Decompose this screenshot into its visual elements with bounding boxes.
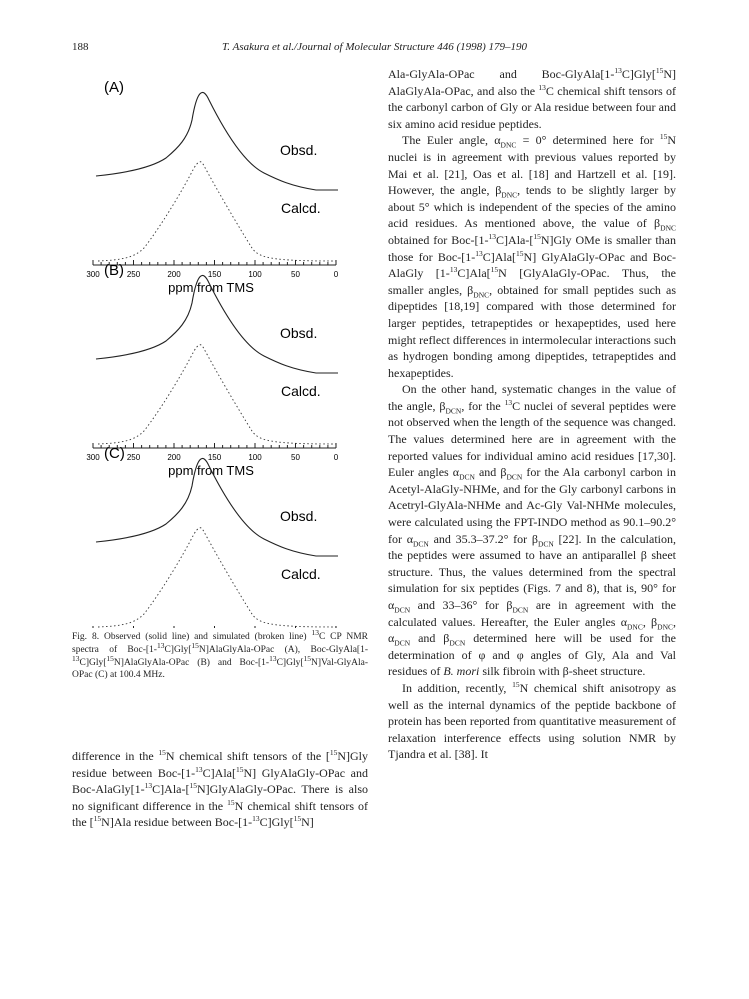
- panel-letter: (C): [104, 445, 125, 462]
- figure-caption: Fig. 8. Observed (solid line) and simulated (broken line) $^{13}$C CP NMR spectra of Boc-[1-$^{13}$C]Gly[$^{15}$N]AlaGlyAla-OPac (A), Boc-GlyAla[1-$^{13}$C]Gly[$^{15}$N]AlaGlyAla-OPac (B) and Boc-[1-$^{13}$C]Gly[$^{15}$N]Val-GlyAla-OPac (C) at 100.4 MHz.: [72, 627, 369, 681]
- panel-letter: (B): [104, 262, 124, 279]
- calcd-label: Calcd.: [281, 383, 321, 399]
- figure-8: [66, 68, 366, 628]
- right-column-text: [388, 66, 676, 763]
- axis-label: ppm from TMS: [168, 280, 254, 295]
- tick-label: 250: [126, 453, 141, 462]
- tick-label: 100: [248, 270, 262, 279]
- nmr-spectra-figure: [66, 68, 366, 628]
- running-head: T. Asakura et al./Journal of Molecular Structure 446 (1998) 179–190: [222, 41, 528, 53]
- page-number: 188: [72, 41, 89, 53]
- paragraph: Ala-GlyAla-OPac and Boc-GlyAla[1-$^{13}$C]Gly[$^{15}$N] AlaGlyAla-OPac, and also the $^{13}$C chemical shift tensors of the carbonyl carbon of Gly or Ala residue between four and six amino acid residue peptides.: [388, 66, 676, 131]
- ppm-axis: [86, 626, 338, 628]
- tick-label: 200: [167, 270, 181, 279]
- tick-label: 250: [126, 270, 141, 279]
- tick-label: 0: [333, 270, 339, 279]
- obsd-label: Obsd.: [280, 325, 318, 341]
- panel-c: [86, 445, 338, 628]
- tick-label: 200: [167, 453, 181, 462]
- tick-label: 50: [291, 453, 300, 462]
- panel-letter: (A): [104, 79, 124, 96]
- tick-label: 150: [207, 453, 222, 462]
- paragraph: In addition, recently, $^{15}$N chemical shift anisotropy as well as the internal dynamics of the peptide backbone of protein has been reported from quantitative measurement of relaxation interference effects using solution NMR by Tjandra et al. [38]. It: [388, 679, 677, 762]
- axis-label: ppm from TMS: [168, 463, 254, 478]
- paragraph: On the other hand, systematic changes in the value of the angle, $\beta_{DCN}$, for the $^{13}$C nuclei of several peptides were not observed when the length of the sequence was changed. The values determined here are in agreement with the reported values for individual amino acid residues [17,30]. Euler angles $\alpha_{DCN}$ and $\beta_{DCN}$ for the Ala carbonyl carbon in Acetyl-AlaGly-NHMe, and for the Gly carbonyl carbons in Acetryl-GlyAla-NHMe and Ac-Gly Val-NHMe molecules, were calculated using the FPT-INDO method as 90.1–90.2° for $\alpha_{DCN}$ and 35.3–37.2° for $\beta_{DCN}$ [22]. In the calculation, the peptides were assumed to have an antiparallel β sheet structure. Thus, the values determined from the spectral simulation for six peptides (Figs. 7 and 8), that is, 90° for $\alpha_{DCN}$ and 33–36° for $\beta_{DCN}$ are in agreement with the calculated values. Hereafter, the Euler angles $\alpha_{DNC}$, $\beta_{DNC}$, $\alpha_{DCN}$ and $\beta_{DCN}$ determined here will be used for the determination of φ and φ angles of Gly, Ala and Val residues of B. mori silk fibroin with β-sheet structure.: [388, 382, 677, 679]
- obsd-label: Obsd.: [280, 142, 318, 158]
- page-header: [72, 41, 672, 57]
- tick-label: 150: [207, 270, 222, 279]
- calcd-label: Calcd.: [281, 200, 321, 216]
- obsd-label: Obsd.: [280, 508, 318, 524]
- paragraph: The Euler angle, $\alpha_{DNC} = 0^\circ$ determined here for $^{15}$N nuclei is in agreement with previous values reported by Mai et al. [21], Oas et al. [18] and Hartzell et al. [19]. However, the angle, $\beta_{DNC}$, tends to be slightly larger by about 5° which is independent of the species of the amino acid residues. As mentioned above, the value of $\beta_{DNC}$ obtained for Boc-[1-$^{13}$C]Ala-[$^{15}$N]Gly OMe is smaller than those for Boc-[1-$^{13}$C]Ala[$^{15}$N] GlyAlaGly-OPac and Boc-AlaGly [1-$^{13}$C]Ala[$^{15}$N [GlyAlaGly-OPac. Thus, the smaller angles, $\beta_{DNC}$, obtained for small peptides such as dipeptides [18,19] compared with those determined for larger peptides, tetrapeptides or hexapeptides, used here might reflect differences in intermolecular interactions such as hydrogen bonding among dipeptides, tetrapeptides and hexapeptides.: [388, 132, 677, 380]
- paragraph: difference in the $^{15}$N chemical shift tensors of the [$^{15}$N]Gly residue between Boc-[1-$^{13}$C]Ala[$^{15}$N] GlyAlaGly-OPac and Boc-AlaGly[1-$^{13}$C]Ala-[$^{15}$N]GlyAlaGly-OPac. There is also no significant difference in the $^{15}$N chemical shift tensors of the [$^{15}$N]Ala residue between Boc-[1-$^{13}$C]Gly[$^{15}$N]: [72, 748, 368, 830]
- tick-label: 300: [86, 270, 100, 279]
- tick-label: 0: [333, 453, 339, 462]
- tick-label: 300: [86, 453, 100, 462]
- tick-label: 100: [248, 453, 262, 462]
- left-column-text: [72, 748, 368, 831]
- panel-a: [86, 79, 338, 295]
- calcd-label: Calcd.: [281, 566, 321, 582]
- tick-label: 50: [291, 270, 300, 279]
